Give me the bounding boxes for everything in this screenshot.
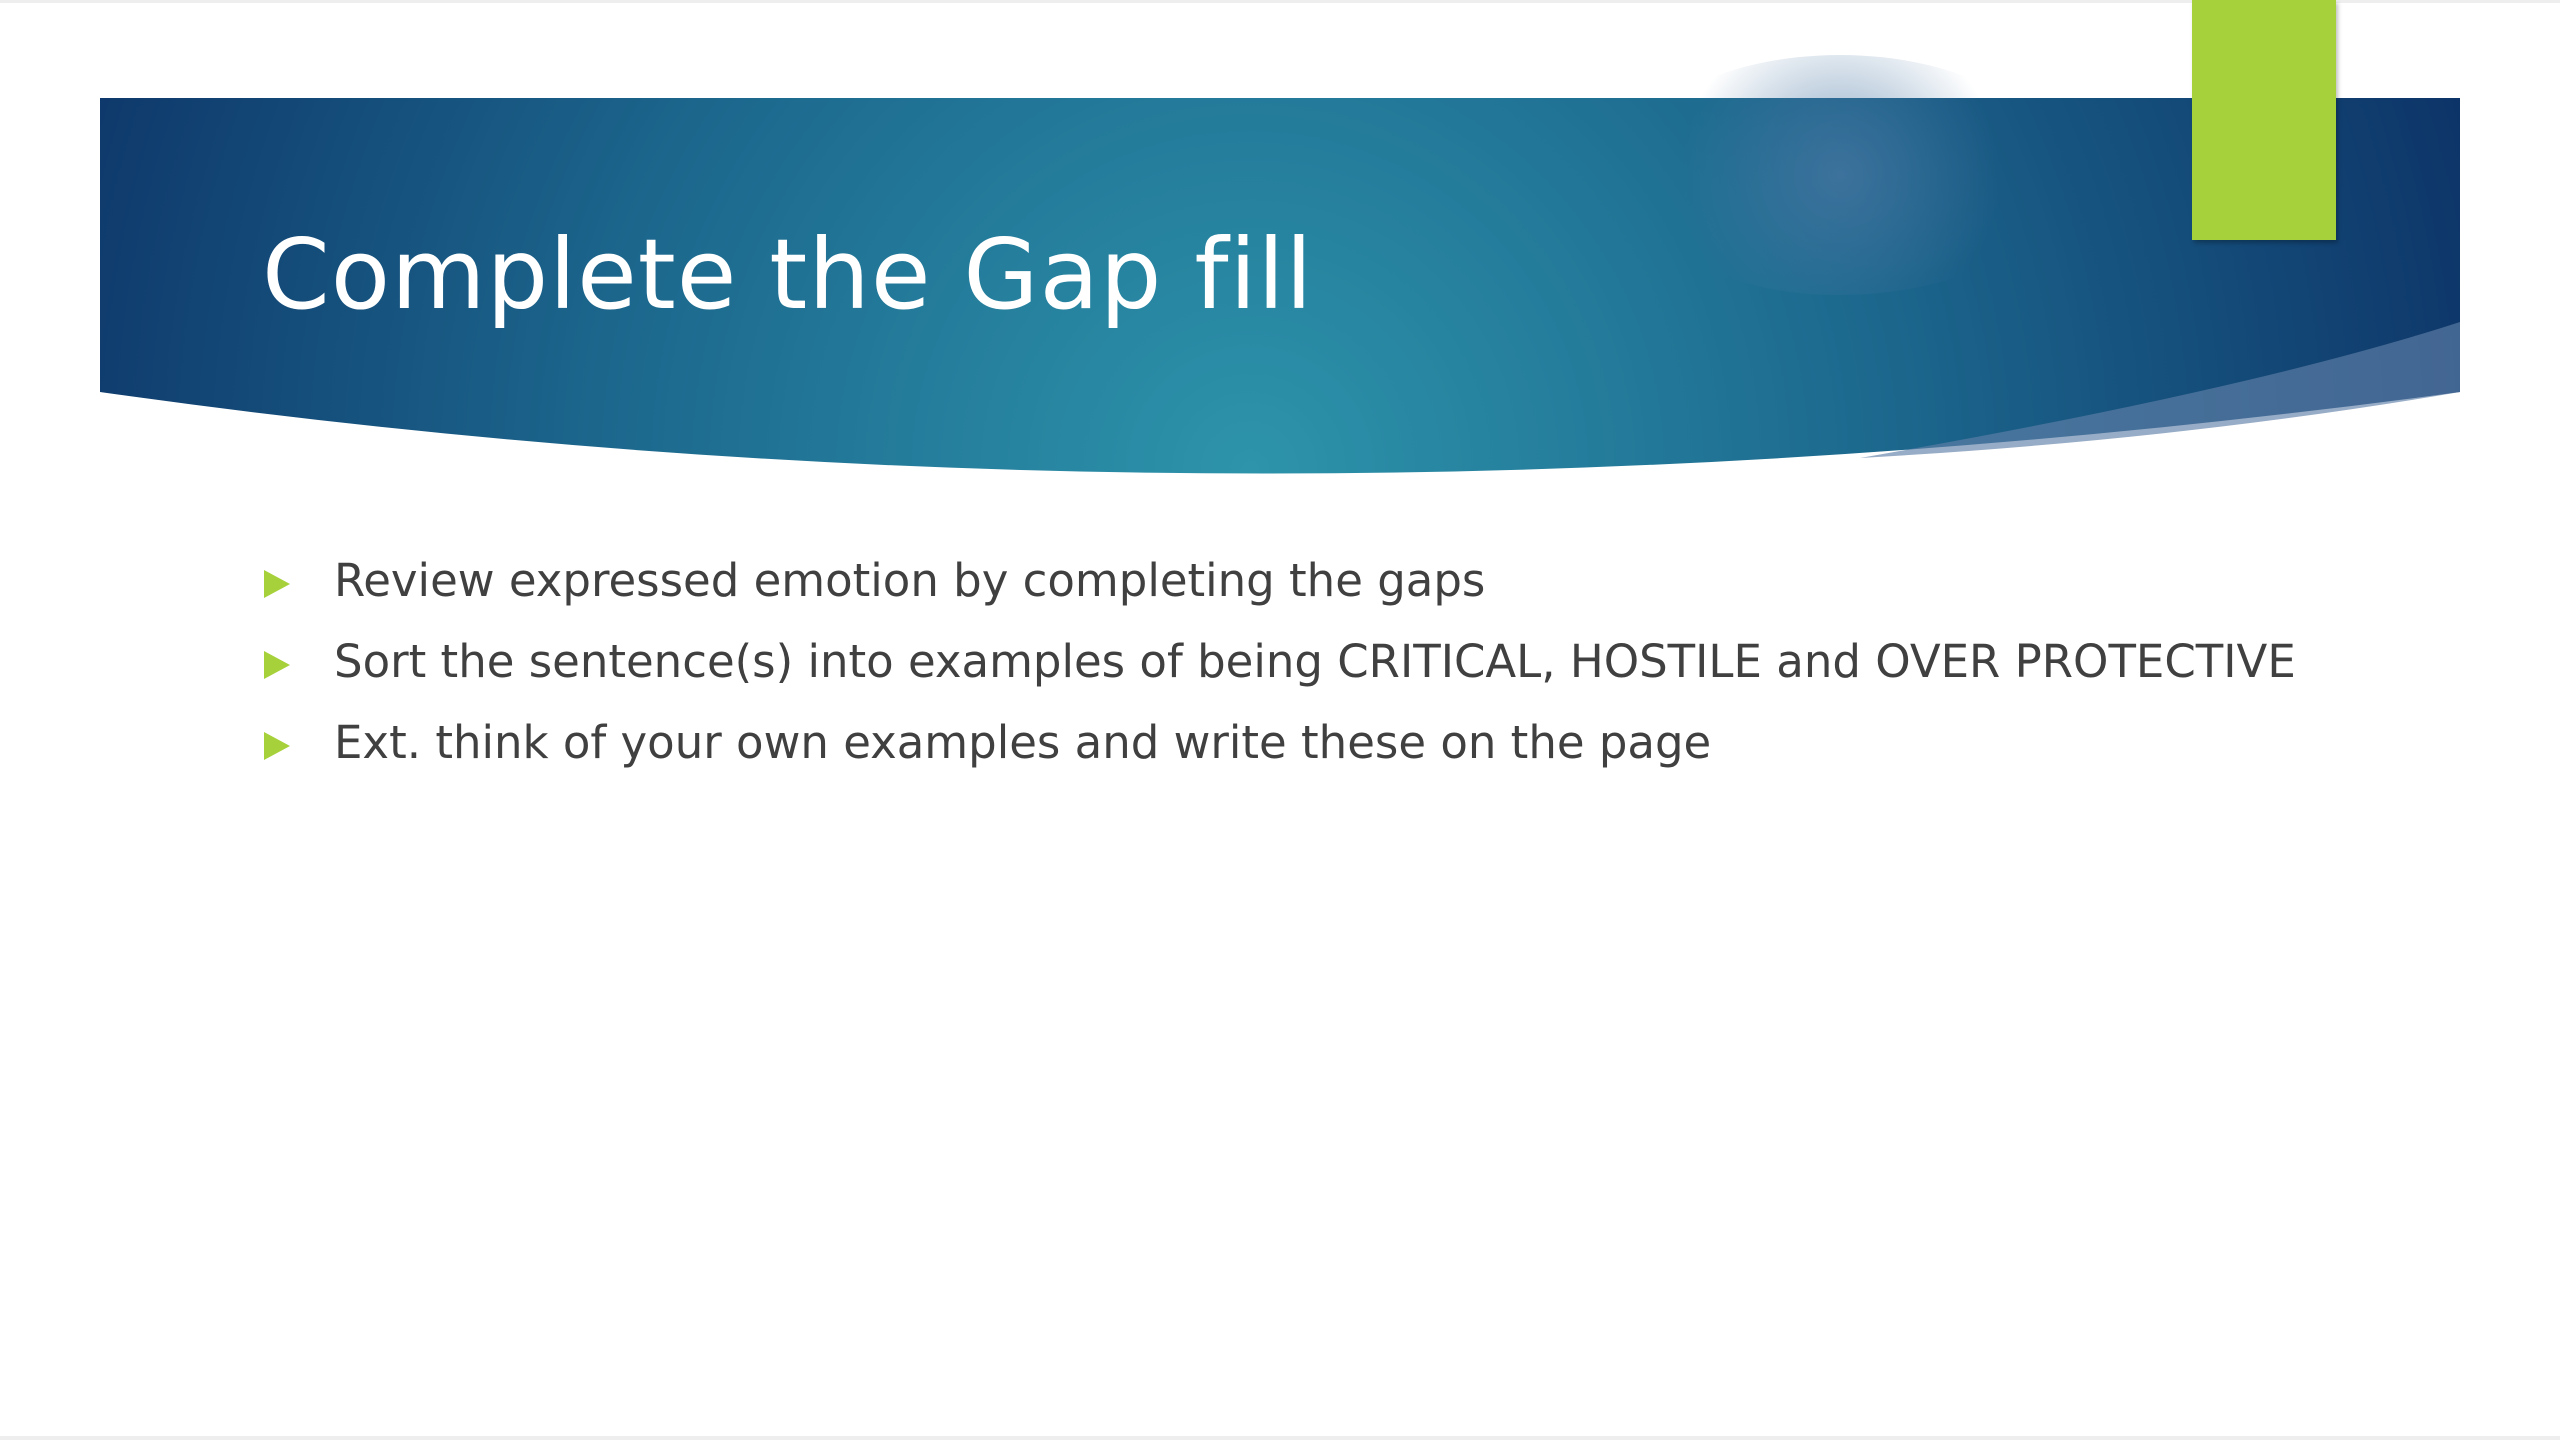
slide-bottom-border <box>0 1436 2560 1440</box>
slide-title: Complete the Gap fill <box>262 218 1314 331</box>
bullet-text: Review expressed emotion by completing the gaps <box>334 554 1486 607</box>
bullet-item <box>262 714 2312 771</box>
triangle-right-icon <box>264 570 290 598</box>
bullet-text: Ext. think of your own examples and write these on the page <box>334 716 1712 769</box>
accent-tab <box>2192 0 2336 240</box>
bullet-item <box>262 633 2312 690</box>
bullet-item <box>262 552 2312 609</box>
bullet-text: Sort the sentence(s) into examples of being CRITICAL, HOSTILE and OVER PROTECTIVE <box>334 635 2296 688</box>
triangle-right-icon <box>264 732 290 760</box>
bullet-list <box>262 552 2312 795</box>
triangle-right-icon <box>264 651 290 679</box>
